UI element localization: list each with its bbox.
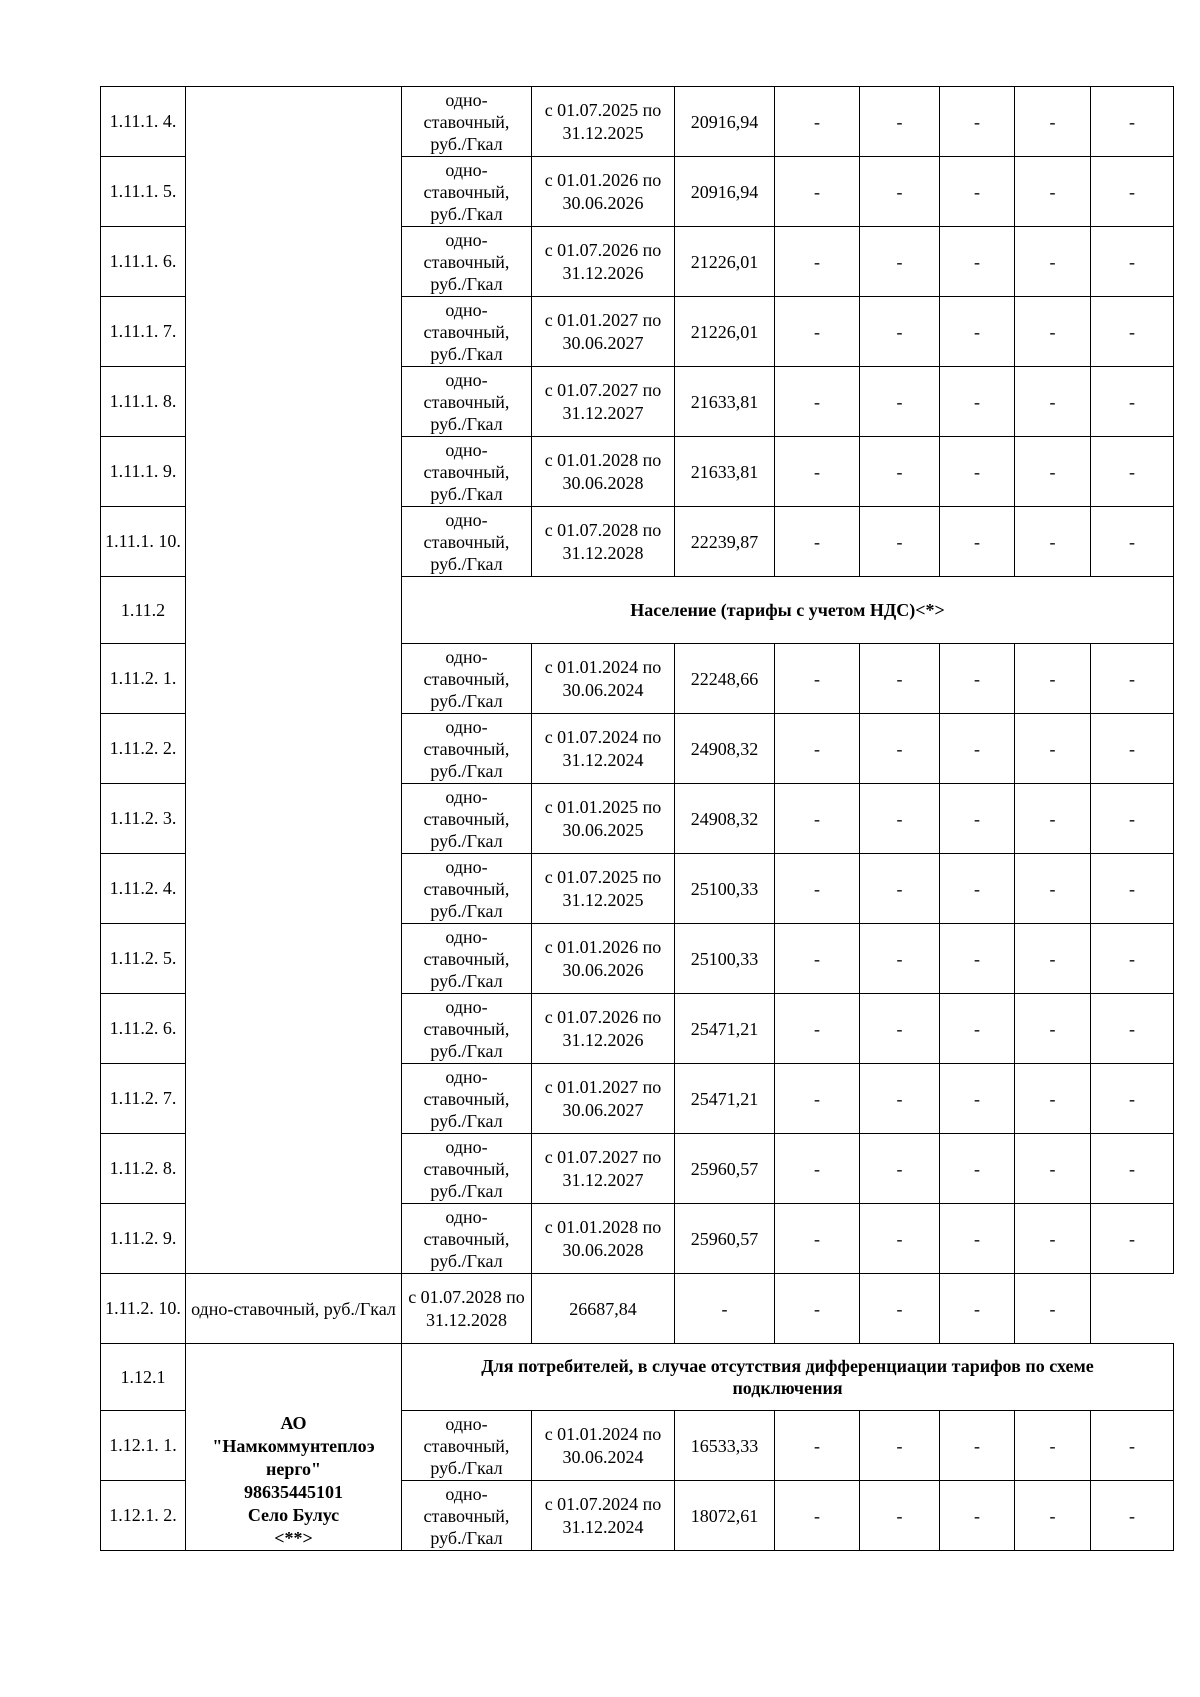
empty-value-dash: - xyxy=(860,1134,940,1204)
empty-value-dash: - xyxy=(1091,714,1174,784)
empty-value-dash: - xyxy=(775,1411,860,1481)
organization-line5: <**> xyxy=(274,1528,313,1548)
validity-period: с 01.01.2027 по 30.06.2027 xyxy=(532,297,675,367)
row-number: 1.11.2. 9. xyxy=(101,1204,186,1274)
validity-period: с 01.07.2027 по 31.12.2027 xyxy=(532,367,675,437)
tariff-value: 21633,81 xyxy=(675,437,775,507)
row-number: 1.11.2. 7. xyxy=(101,1064,186,1134)
empty-value-dash: - xyxy=(940,1064,1015,1134)
empty-value-dash: - xyxy=(940,924,1015,994)
empty-value-dash: - xyxy=(940,227,1015,297)
empty-value-dash: - xyxy=(775,994,860,1064)
empty-value-dash: - xyxy=(860,297,940,367)
empty-value-dash: - xyxy=(1015,1411,1091,1481)
empty-value-dash: - xyxy=(775,784,860,854)
tariff-type: одно-ставочный, руб./Гкал xyxy=(402,507,532,577)
row-number: 1.11.2. 8. xyxy=(101,1134,186,1204)
tariff-type: одно-ставочный, руб./Гкал xyxy=(402,437,532,507)
tariff-value: 22239,87 xyxy=(675,507,775,577)
empty-value-dash: - xyxy=(940,1204,1015,1274)
empty-value-dash: - xyxy=(775,507,860,577)
empty-value-dash: - xyxy=(1091,1134,1174,1204)
validity-period: с 01.01.2024 по 30.06.2024 xyxy=(532,644,675,714)
tariff-type: одно-ставочный, руб./Гкал xyxy=(402,297,532,367)
empty-value-dash: - xyxy=(1091,1204,1174,1274)
tariff-table xyxy=(100,86,1174,1551)
tariff-type: одно-ставочный, руб./Гкал xyxy=(402,1064,532,1134)
empty-value-dash: - xyxy=(1015,507,1091,577)
empty-value-dash: - xyxy=(775,644,860,714)
empty-value-dash: - xyxy=(1015,367,1091,437)
row-number: 1.11.1. 5. xyxy=(101,157,186,227)
row-number: 1.11.1. 4. xyxy=(101,87,186,157)
empty-value-dash: - xyxy=(940,1134,1015,1204)
tariff-type: одно-ставочный, руб./Гкал xyxy=(402,87,532,157)
organization-line1: АО xyxy=(280,1413,307,1433)
row-number: 1.11.2. 6. xyxy=(101,994,186,1064)
tariff-type: одно-ставочный, руб./Гкал xyxy=(402,1204,532,1274)
tariff-value: 21226,01 xyxy=(675,227,775,297)
organization-line2: "Намкоммунтеплоэ нерго" xyxy=(212,1436,375,1479)
tariff-value: 20916,94 xyxy=(675,157,775,227)
empty-value-dash: - xyxy=(775,157,860,227)
empty-value-dash: - xyxy=(775,227,860,297)
empty-value-dash: - xyxy=(860,1064,940,1134)
organization-cell xyxy=(186,1344,402,1551)
empty-value-dash: - xyxy=(940,644,1015,714)
empty-value-dash: - xyxy=(940,297,1015,367)
empty-value-dash: - xyxy=(775,367,860,437)
empty-value-dash: - xyxy=(940,157,1015,227)
empty-value-dash: - xyxy=(860,644,940,714)
row-number: 1.11.2. 5. xyxy=(101,924,186,994)
tariff-value: 18072,61 xyxy=(675,1481,775,1551)
empty-value-dash: - xyxy=(1091,367,1174,437)
empty-value-dash: - xyxy=(1015,1204,1091,1274)
tariff-value: 16533,33 xyxy=(675,1411,775,1481)
empty-value-dash: - xyxy=(940,854,1015,924)
section-heading-row xyxy=(101,1344,1174,1411)
row-number: 1.11.2. 10. xyxy=(101,1274,186,1344)
organization-line3: 98635445101 xyxy=(244,1482,343,1502)
empty-value-dash: - xyxy=(1091,87,1174,157)
empty-value-dash: - xyxy=(940,507,1015,577)
empty-value-dash: - xyxy=(860,1204,940,1274)
validity-period: с 01.01.2027 по 30.06.2027 xyxy=(532,1064,675,1134)
organization-cell-empty xyxy=(186,87,402,1274)
section-number: 1.12.1 xyxy=(101,1344,186,1411)
empty-value-dash: - xyxy=(1091,924,1174,994)
empty-value-dash: - xyxy=(860,157,940,227)
tariff-type: одно-ставочный, руб./Гкал xyxy=(186,1274,402,1344)
empty-value-dash: - xyxy=(775,1204,860,1274)
tariff-type: одно-ставочный, руб./Гкал xyxy=(402,994,532,1064)
validity-period: с 01.07.2024 по 31.12.2024 xyxy=(532,1481,675,1551)
empty-value-dash: - xyxy=(775,854,860,924)
empty-value-dash: - xyxy=(1015,854,1091,924)
validity-period: с 01.01.2028 по 30.06.2028 xyxy=(532,437,675,507)
empty-value-dash: - xyxy=(775,1064,860,1134)
empty-value-dash: - xyxy=(1091,784,1174,854)
row-number: 1.11.1. 10. xyxy=(101,507,186,577)
empty-value-dash: - xyxy=(1091,437,1174,507)
empty-value-dash: - xyxy=(860,507,940,577)
empty-value-dash: - xyxy=(775,714,860,784)
empty-value-dash: - xyxy=(860,227,940,297)
tariff-type: одно-ставочный, руб./Гкал xyxy=(402,227,532,297)
empty-value-dash: - xyxy=(1091,1411,1174,1481)
validity-period: с 01.07.2025 по 31.12.2025 xyxy=(532,87,675,157)
tariff-type: одно-ставочный, руб./Гкал xyxy=(402,1134,532,1204)
empty-value-dash: - xyxy=(1015,644,1091,714)
validity-period: с 01.07.2025 по 31.12.2025 xyxy=(532,854,675,924)
tariff-value: 22248,66 xyxy=(675,644,775,714)
empty-value-dash: - xyxy=(940,994,1015,1064)
empty-value-dash: - xyxy=(1015,1064,1091,1134)
row-number: 1.11.2. 2. xyxy=(101,714,186,784)
tariff-type: одно-ставочный, руб./Гкал xyxy=(402,1411,532,1481)
tariff-value: 25100,33 xyxy=(675,854,775,924)
empty-value-dash: - xyxy=(775,437,860,507)
empty-value-dash: - xyxy=(775,297,860,367)
empty-value-dash: - xyxy=(1015,994,1091,1064)
empty-value-dash: - xyxy=(1015,437,1091,507)
validity-period: с 01.01.2026 по 30.06.2026 xyxy=(532,924,675,994)
empty-value-dash: - xyxy=(1091,854,1174,924)
empty-value-dash: - xyxy=(860,1411,940,1481)
empty-value-dash: - xyxy=(940,1481,1015,1551)
validity-period: с 01.07.2027 по 31.12.2027 xyxy=(532,1134,675,1204)
validity-period: с 01.07.2024 по 31.12.2024 xyxy=(532,714,675,784)
empty-value-dash: - xyxy=(1015,714,1091,784)
empty-value-dash: - xyxy=(940,1411,1015,1481)
tariff-type: одно-ставочный, руб./Гкал xyxy=(402,924,532,994)
tariff-value: 25471,21 xyxy=(675,1064,775,1134)
organization-line4: Село Булус xyxy=(247,1505,340,1525)
tariff-value: 21226,01 xyxy=(675,297,775,367)
row-number: 1.11.1. 7. xyxy=(101,297,186,367)
tariff-type: одно-ставочный, руб./Гкал xyxy=(402,367,532,437)
section-heading: Население (тарифы с учетом НДС)<*> xyxy=(402,577,1174,644)
empty-value-dash: - xyxy=(1015,784,1091,854)
empty-value-dash: - xyxy=(860,1481,940,1551)
section-heading: Для потребителей, в случае отсутствия дифференциации тарифов по схеме подключения xyxy=(402,1344,1174,1411)
row-number: 1.11.2. 4. xyxy=(101,854,186,924)
tariff-value: 24908,32 xyxy=(675,714,775,784)
tariff-type: одно-ставочный, руб./Гкал xyxy=(402,854,532,924)
tariff-type: одно-ставочный, руб./Гкал xyxy=(402,1481,532,1551)
empty-value-dash: - xyxy=(1015,227,1091,297)
tariff-value: 21633,81 xyxy=(675,367,775,437)
empty-value-dash: - xyxy=(775,1274,860,1344)
empty-value-dash: - xyxy=(775,1481,860,1551)
table-row xyxy=(101,87,1174,157)
empty-value-dash: - xyxy=(1015,157,1091,227)
validity-period: с 01.01.2025 по 30.06.2025 xyxy=(532,784,675,854)
empty-value-dash: - xyxy=(1015,1274,1091,1344)
empty-value-dash: - xyxy=(1091,507,1174,577)
validity-period: с 01.07.2028 по 31.12.2028 xyxy=(402,1274,532,1344)
row-number: 1.12.1. 1. xyxy=(101,1411,186,1481)
empty-value-dash: - xyxy=(860,367,940,437)
empty-value-dash: - xyxy=(1091,994,1174,1064)
empty-value-dash: - xyxy=(1015,1481,1091,1551)
empty-value-dash: - xyxy=(1091,157,1174,227)
empty-value-dash: - xyxy=(1091,227,1174,297)
validity-period: с 01.01.2024 по 30.06.2024 xyxy=(532,1411,675,1481)
table-row xyxy=(101,1274,1174,1344)
empty-value-dash: - xyxy=(1015,924,1091,994)
empty-value-dash: - xyxy=(1091,1064,1174,1134)
empty-value-dash: - xyxy=(1015,297,1091,367)
empty-value-dash: - xyxy=(940,367,1015,437)
tariff-type: одно-ставочный, руб./Гкал xyxy=(402,157,532,227)
empty-value-dash: - xyxy=(860,784,940,854)
empty-value-dash: - xyxy=(775,924,860,994)
tariff-type: одно-ставочный, руб./Гкал xyxy=(402,784,532,854)
tariff-value: 25100,33 xyxy=(675,924,775,994)
validity-period: с 01.07.2026 по 31.12.2026 xyxy=(532,227,675,297)
empty-value-dash: - xyxy=(1015,87,1091,157)
empty-value-dash: - xyxy=(860,994,940,1064)
tariff-value: 20916,94 xyxy=(675,87,775,157)
tariff-type: одно-ставочный, руб./Гкал xyxy=(402,644,532,714)
empty-value-dash: - xyxy=(860,924,940,994)
tariff-value: 25960,57 xyxy=(675,1134,775,1204)
row-number: 1.12.1. 2. xyxy=(101,1481,186,1551)
validity-period: с 01.01.2026 по 30.06.2026 xyxy=(532,157,675,227)
empty-value-dash: - xyxy=(940,1274,1015,1344)
empty-value-dash: - xyxy=(1091,1481,1174,1551)
empty-value-dash: - xyxy=(940,714,1015,784)
empty-value-dash: - xyxy=(860,854,940,924)
empty-value-dash: - xyxy=(775,1134,860,1204)
validity-period: с 01.07.2026 по 31.12.2026 xyxy=(532,994,675,1064)
empty-value-dash: - xyxy=(860,87,940,157)
empty-value-dash: - xyxy=(940,87,1015,157)
empty-value-dash: - xyxy=(1015,1134,1091,1204)
tariff-value: 25960,57 xyxy=(675,1204,775,1274)
empty-value-dash: - xyxy=(1091,297,1174,367)
tariff-value: 26687,84 xyxy=(532,1274,675,1344)
row-number: 1.11.1. 9. xyxy=(101,437,186,507)
empty-value-dash: - xyxy=(860,437,940,507)
empty-value-dash: - xyxy=(940,784,1015,854)
row-number: 1.11.1. 8. xyxy=(101,367,186,437)
empty-value-dash: - xyxy=(675,1274,775,1344)
empty-value-dash: - xyxy=(860,1274,940,1344)
row-number: 1.11.2. 1. xyxy=(101,644,186,714)
tariff-type: одно-ставочный, руб./Гкал xyxy=(402,714,532,784)
tariff-value: 24908,32 xyxy=(675,784,775,854)
validity-period: с 01.07.2028 по 31.12.2028 xyxy=(532,507,675,577)
row-number: 1.11.1. 6. xyxy=(101,227,186,297)
empty-value-dash: - xyxy=(860,714,940,784)
row-number: 1.11.2. 3. xyxy=(101,784,186,854)
empty-value-dash: - xyxy=(775,87,860,157)
tariff-value: 25471,21 xyxy=(675,994,775,1064)
section-number: 1.11.2 xyxy=(101,577,186,644)
validity-period: с 01.01.2028 по 30.06.2028 xyxy=(532,1204,675,1274)
empty-value-dash: - xyxy=(1091,644,1174,714)
empty-value-dash: - xyxy=(940,437,1015,507)
